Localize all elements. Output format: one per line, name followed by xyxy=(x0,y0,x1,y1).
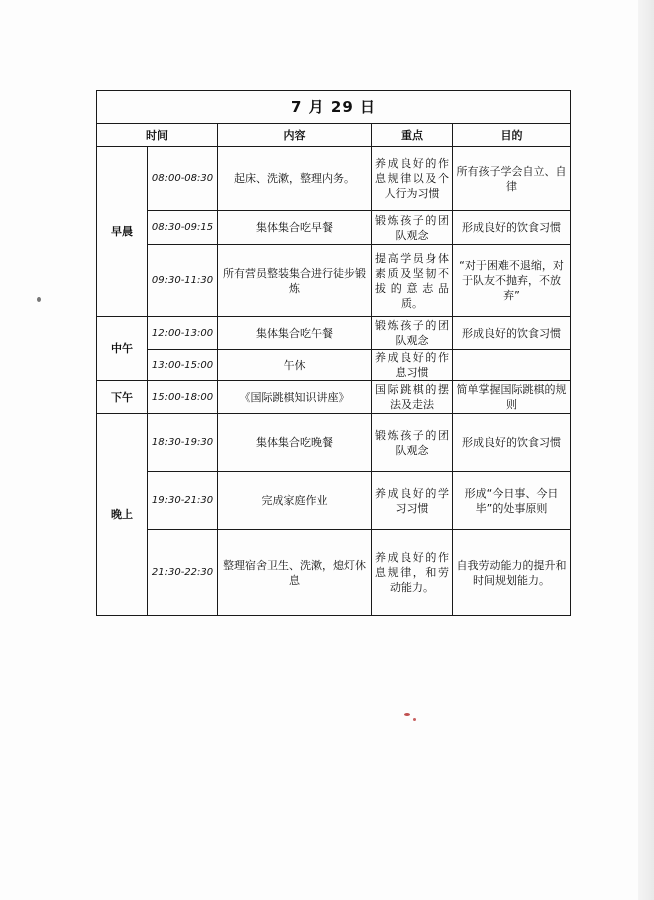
header-content: 内容 xyxy=(218,124,372,147)
row-time: 08:30-09:15 xyxy=(148,211,218,245)
table-row xyxy=(97,317,571,350)
row-content: 所有营员整装集合进行徒步锻炼 xyxy=(218,245,372,317)
row-goal: 形成良好的饮食习惯 xyxy=(453,414,571,472)
schedule-title: 7 月 29 日 xyxy=(97,91,571,124)
row-content: 完成家庭作业 xyxy=(218,472,372,530)
header-focus: 重点 xyxy=(372,124,453,147)
table-row xyxy=(97,472,571,530)
table-row xyxy=(97,414,571,472)
row-time: 13:00-15:00 xyxy=(148,350,218,381)
row-goal: 自我劳动能力的提升和时间规划能力。 xyxy=(453,530,571,616)
row-goal: 形成良好的饮食习惯 xyxy=(453,317,571,350)
row-focus: 国际跳棋的摆法及走法 xyxy=(372,381,453,414)
period-afternoon: 下午 xyxy=(97,381,148,414)
row-content: 整理宿舍卫生、洗漱，熄灯休息 xyxy=(218,530,372,616)
row-focus: 锻炼孩子的团队观念 xyxy=(372,211,453,245)
row-content: 起床、洗漱，整理内务。 xyxy=(218,147,372,211)
row-focus: 锻炼孩子的团队观念 xyxy=(372,317,453,350)
table-row xyxy=(97,245,571,317)
row-goal xyxy=(453,350,571,381)
row-time: 08:00-08:30 xyxy=(148,147,218,211)
table-row xyxy=(97,147,571,211)
period-morning: 早晨 xyxy=(97,147,148,317)
row-content: 午休 xyxy=(218,350,372,381)
table-row xyxy=(97,211,571,245)
row-goal: 形成良好的饮食习惯 xyxy=(453,211,571,245)
row-goal: 形成“今日事、今日毕”的处事原则 xyxy=(453,472,571,530)
period-noon: 中午 xyxy=(97,317,148,381)
row-focus: 养成良好的作息规律，和劳动能力。 xyxy=(372,530,453,616)
header-time: 时间 xyxy=(97,124,218,147)
row-focus: 养成良好的作息习惯 xyxy=(372,350,453,381)
row-content: 集体集合吃晚餐 xyxy=(218,414,372,472)
schedule-table xyxy=(96,90,571,616)
table-row xyxy=(97,350,571,381)
row-content: 集体集合吃早餐 xyxy=(218,211,372,245)
period-evening: 晚上 xyxy=(97,414,148,616)
row-time: 09:30-11:30 xyxy=(148,245,218,317)
row-content: 集体集合吃午餐 xyxy=(218,317,372,350)
row-focus: 锻炼孩子的团队观念 xyxy=(372,414,453,472)
row-focus: 养成良好的作息规律以及个人行为习惯 xyxy=(372,147,453,211)
row-goal: 所有孩子学会自立、自律 xyxy=(453,147,571,211)
table-row xyxy=(97,530,571,616)
row-time: 21:30-22:30 xyxy=(148,530,218,616)
row-time: 19:30-21:30 xyxy=(148,472,218,530)
row-time: 12:00-13:00 xyxy=(148,317,218,350)
row-focus: 养成良好的学习习惯 xyxy=(372,472,453,530)
scan-speck xyxy=(37,297,41,302)
row-goal: “对于困难不退缩，对于队友不抛弃，不放弃” xyxy=(453,245,571,317)
row-time: 15:00-18:00 xyxy=(148,381,218,414)
row-focus: 提高学员身体素质及坚韧不拔的意志品质。 xyxy=(372,245,453,317)
page-edge-shadow xyxy=(638,0,654,900)
row-time: 18:30-19:30 xyxy=(148,414,218,472)
row-goal: 简单掌握国际跳棋的规则 xyxy=(453,381,571,414)
row-content: 《国际跳棋知识讲座》 xyxy=(218,381,372,414)
scan-speck xyxy=(413,718,416,721)
header-goal: 目的 xyxy=(453,124,571,147)
table-row xyxy=(97,381,571,414)
scan-speck xyxy=(404,713,410,716)
